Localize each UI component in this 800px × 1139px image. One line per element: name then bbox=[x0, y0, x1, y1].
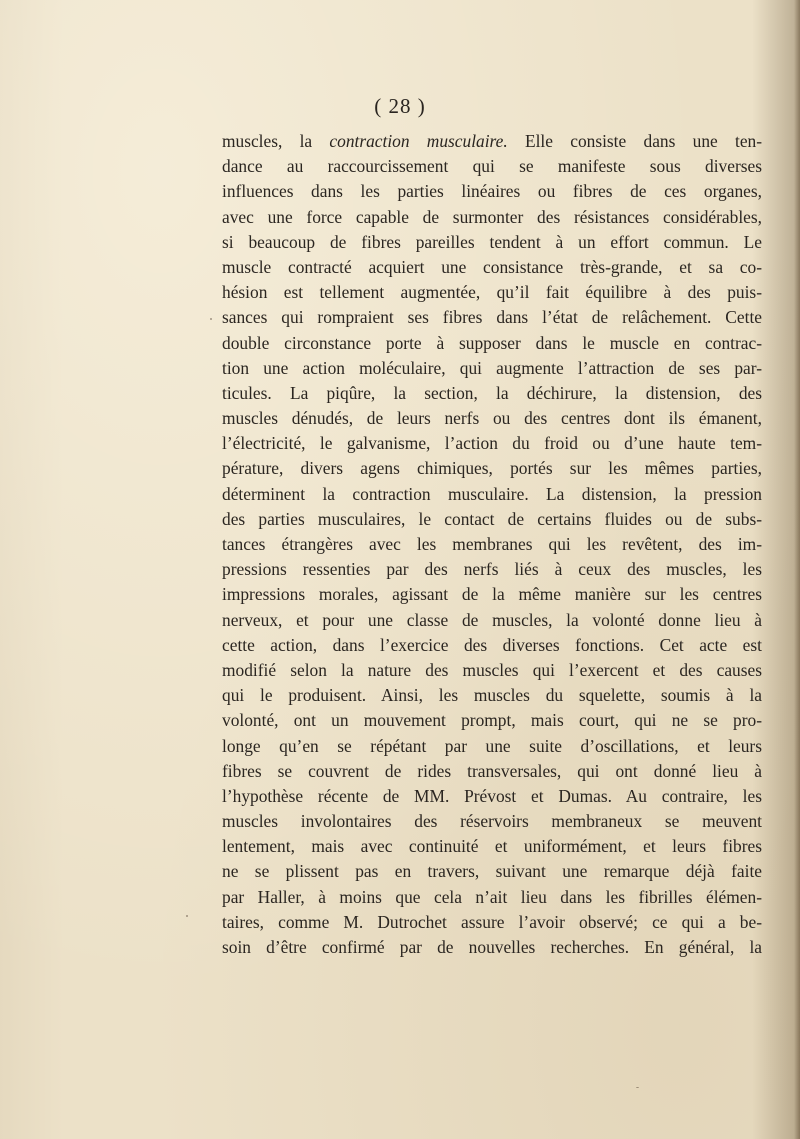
text-line-8: sances qui romprаient ses fibres dans l’état de relâchement. Cette bbox=[222, 307, 762, 328]
text-line-22: modifié selon la nature des muscles qui l’exercent et des causes bbox=[222, 659, 762, 680]
text-line-23: qui le produisent. Ainsi, les muscles du squelette, soumis à la bbox=[222, 685, 762, 706]
text-line-15: déterminent la contraction musculaire. La distension, la pression bbox=[222, 483, 762, 504]
body-text bbox=[222, 129, 762, 960]
line-1-end: Elle consiste dans une ten- bbox=[507, 132, 763, 151]
text-line-11: ticules. La piqûre, la section, la déchirure, la distension, des bbox=[222, 382, 762, 403]
paper-speck bbox=[636, 1087, 639, 1088]
text-line-9: double circonstance porte à supposer dans le muscle en contrac- bbox=[222, 332, 762, 353]
text-line-2: dance au raccourcissement qui se manifeste sous diverses bbox=[222, 156, 762, 177]
text-line-10: tion une action moléculaire, qui augmente l’attraction de ses par- bbox=[222, 357, 762, 378]
text-line-1 bbox=[222, 129, 762, 154]
page-number: ( 28 ) bbox=[374, 94, 426, 118]
text-line-19: impressions morales, agissant de la même manière sur les centres bbox=[222, 584, 762, 605]
text-line-6: muscle contracté acquiert une consistance très-grande, et sa co- bbox=[222, 256, 762, 277]
text-line-29: lentement, mais avec continuité et uniformément, et leurs fibres bbox=[222, 836, 762, 857]
page-edge-shadow bbox=[794, 0, 800, 1139]
text-line-26: fibres se couvrent de rides transversales, qui ont donné lieu à bbox=[222, 760, 762, 781]
text-line-27: l’hypothèse récente de MM. Prévost et Dumas. Au contraire, les bbox=[222, 785, 762, 806]
text-line-24: volonté, ont un mouvement prompt, mais court, qui ne se pro- bbox=[222, 710, 762, 731]
text-line-28: muscles involontaires des réservoirs membraneux se meuvent bbox=[222, 811, 762, 832]
paper-speck bbox=[210, 318, 212, 320]
text-line-13: l’électricité, le galvanisme, l’action du froid ou d’une haute tem- bbox=[222, 433, 762, 454]
text-line-14: pérature, divers agens chimiques, portés sur les mêmes parties, bbox=[222, 458, 762, 479]
text-line-33: soin d’être confirmé par de nouvelles recherches. En général, la bbox=[222, 937, 762, 957]
text-line-3: influences dans les parties linéaires ou fibres de ces organes, bbox=[222, 181, 762, 202]
text-line-30: ne se plissent pas en travers, suivant une remarque déjà faite bbox=[222, 861, 762, 882]
text-line-7: hésion est tellement augmentée, qu’il fait équilibre à des puis- bbox=[222, 282, 762, 303]
text-line-18: pressions ressenties par des nerfs liés à ceux des muscles, les bbox=[222, 559, 762, 580]
line-1-start: muscles, la bbox=[222, 132, 330, 151]
paper-speck bbox=[186, 915, 188, 917]
text-line-16: des parties musculaires, le contact de certains fluides ou de subs- bbox=[222, 508, 762, 529]
text-line-32: taires, comme M. Dutrochet assure l’avoir observé; ce qui a be- bbox=[222, 911, 762, 932]
text-line-20: nerveux, et pour une classe de muscles, la volonté donne lieu à bbox=[222, 609, 762, 630]
text-line-17: tances étrangères avec les membranes qui les revêtent, des im- bbox=[222, 534, 762, 554]
text-line-5: si beaucoup de fibres pareilles tendent à un effort commun. Le bbox=[222, 231, 762, 252]
text-line-25: longe qu’en se répétant par une suite d’oscillations, et leurs bbox=[222, 735, 762, 756]
italic-term: contraction musculaire. bbox=[329, 132, 508, 151]
text-line-31: par Haller, à moins que cela n’ait lieu dans les fibrilles élémen- bbox=[222, 886, 762, 907]
text-line-4: avec une force capable de surmonter des résistances considérables, bbox=[222, 206, 762, 227]
text-line-12: muscles dénudés, de leurs nerfs ou des centres dont ils émanent, bbox=[222, 408, 762, 429]
text-line-21: cette action, dans l’exercice des diverses fonctions. Cet acte est bbox=[222, 634, 762, 655]
